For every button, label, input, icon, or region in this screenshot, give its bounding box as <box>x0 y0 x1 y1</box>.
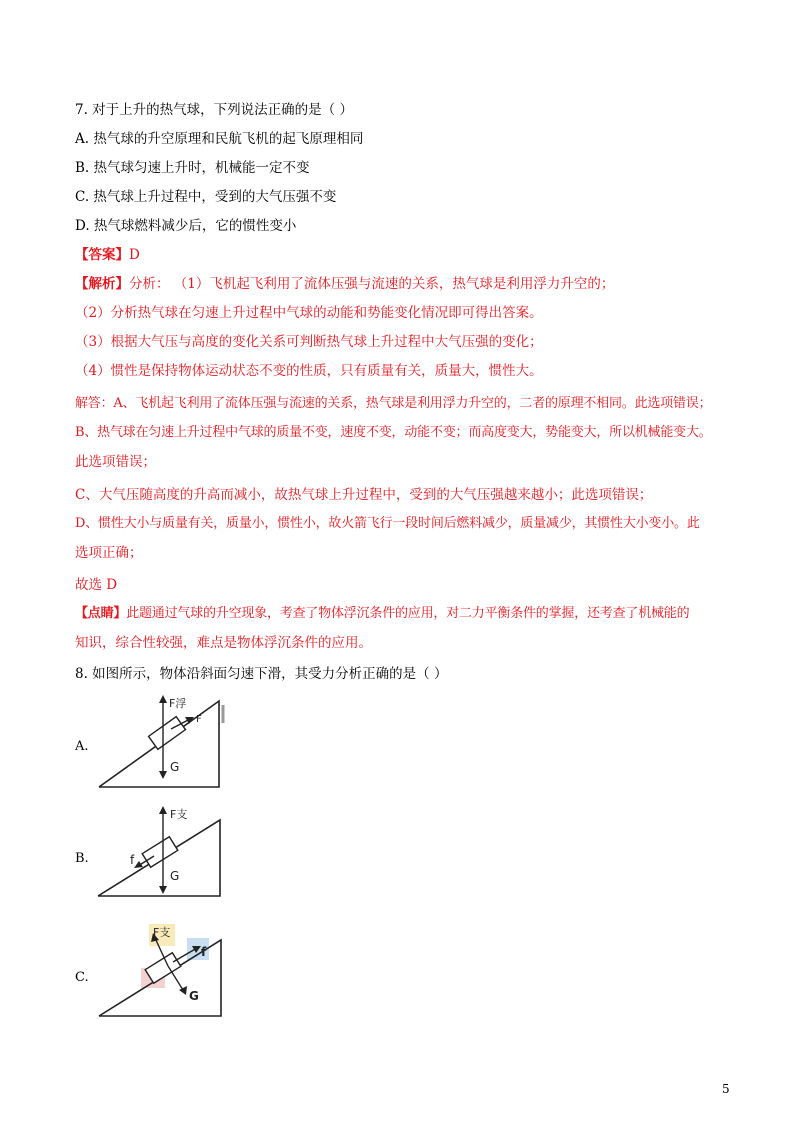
answer-tag: 【答案】 <box>75 247 129 263</box>
solution-line-5: D、惯性大小与质量有关，质量小，惯性小，故火箭飞行一段时间后燃料减少，质量减少，其惯性大小变小。此 <box>75 516 700 531</box>
normal-force-arrowhead <box>159 806 167 814</box>
solution-choice: 故选 D <box>75 577 118 593</box>
q8-option-c-label: C. <box>75 970 89 985</box>
buoyancy-arrowhead <box>159 695 167 703</box>
q8-option-b-label: B. <box>75 851 89 866</box>
sliding-block <box>142 837 178 868</box>
comment-line-2: 知识，综合性较强，难点是物体浮沉条件的应用。 <box>75 635 372 651</box>
q7-stem: 7. 对于上升的热气球，下列说法正确的是（ ） <box>75 102 353 118</box>
gravity-arrowhead <box>159 771 167 779</box>
comment-line-1: 此题通过气球的升空现象，考查了物体浮沉条件的应用，对二力平衡条件的掌握，还考查了机械能的 <box>126 606 690 621</box>
solution-line-1: 解答：A、飞机起飞利用了流体压强与流速的关系，热气球是利用浮力升空的，二者的原理不相同。此选项错误； <box>75 396 712 411</box>
normal-force-label: F支 <box>170 808 188 821</box>
force-f-label: F <box>196 714 202 725</box>
answer-value: D <box>129 247 140 263</box>
sliding-block <box>149 717 186 750</box>
analysis-point-2: （2）分析热气球在匀速上升过程中气球的动能和势能变化情况即可得出答案。 <box>75 305 543 321</box>
q7-option-b: B. 热气球匀速上升时，机械能一定不变 <box>75 160 310 176</box>
analysis-point-4: （4）惯性是保持物体运动状态不变的性质，只有质量有关，质量大，惯性大。 <box>75 363 543 379</box>
solution-line-3: 此选项错误； <box>75 454 156 470</box>
answer-line <box>75 245 140 265</box>
gravity-label: G <box>189 989 199 1003</box>
buoyancy-label: F浮 <box>169 697 187 710</box>
gravity-label: G <box>170 869 180 883</box>
q8-figure-b <box>88 800 228 900</box>
q7-option-a: A. 热气球的升空原理和民航飞机的起飞原理相同 <box>75 131 364 147</box>
q8-figure-a <box>95 693 235 791</box>
solution-line-2: B、热气球在匀速上升过程中气球的质量不变，速度不变，动能不变；而高度变大，势能变大，所以机械能变大。 <box>75 425 712 440</box>
comment-first-line <box>75 604 689 624</box>
gravity-label: G <box>170 760 180 774</box>
friction-label: f <box>201 945 207 959</box>
q8-stem: 8. 如图所示，物体沿斜面匀速下滑，其受力分析正确的是（ ） <box>75 666 448 682</box>
q7-option-d: D. 热气球燃料减少后，它的惯性变小 <box>75 218 297 234</box>
analysis-tag: 【解析】 <box>75 276 129 292</box>
q7-option-c: C. 热气球上升过程中，受到的大气压强不变 <box>75 189 337 205</box>
analysis-first-line <box>75 274 614 294</box>
analysis-point-3: （3）根据大气压与高度的变化关系可判断热气球上升过程中大气压强的变化； <box>75 334 543 350</box>
page-number: 5 <box>722 1082 730 1096</box>
solution-line-4: C、大气压随高度的升高而减小，故热气球上升过程中，受到的大气压强越来越小；此选项错误； <box>75 487 653 503</box>
analysis-point-1: 分析： （1）飞机起飞利用了流体压强与流速的关系，热气球是利用浮力升空的； <box>129 276 615 292</box>
q8-figure-c <box>93 920 233 1020</box>
q8-option-a-label: A. <box>75 739 89 754</box>
gravity-arrowhead <box>159 886 167 894</box>
gravity-arrowhead <box>179 986 187 995</box>
solution-line-6: 选项正确； <box>75 545 143 561</box>
friction-label: f <box>130 853 135 867</box>
comment-tag: 【点睛】 <box>75 606 127 621</box>
normal-force-label: F支 <box>153 926 171 939</box>
